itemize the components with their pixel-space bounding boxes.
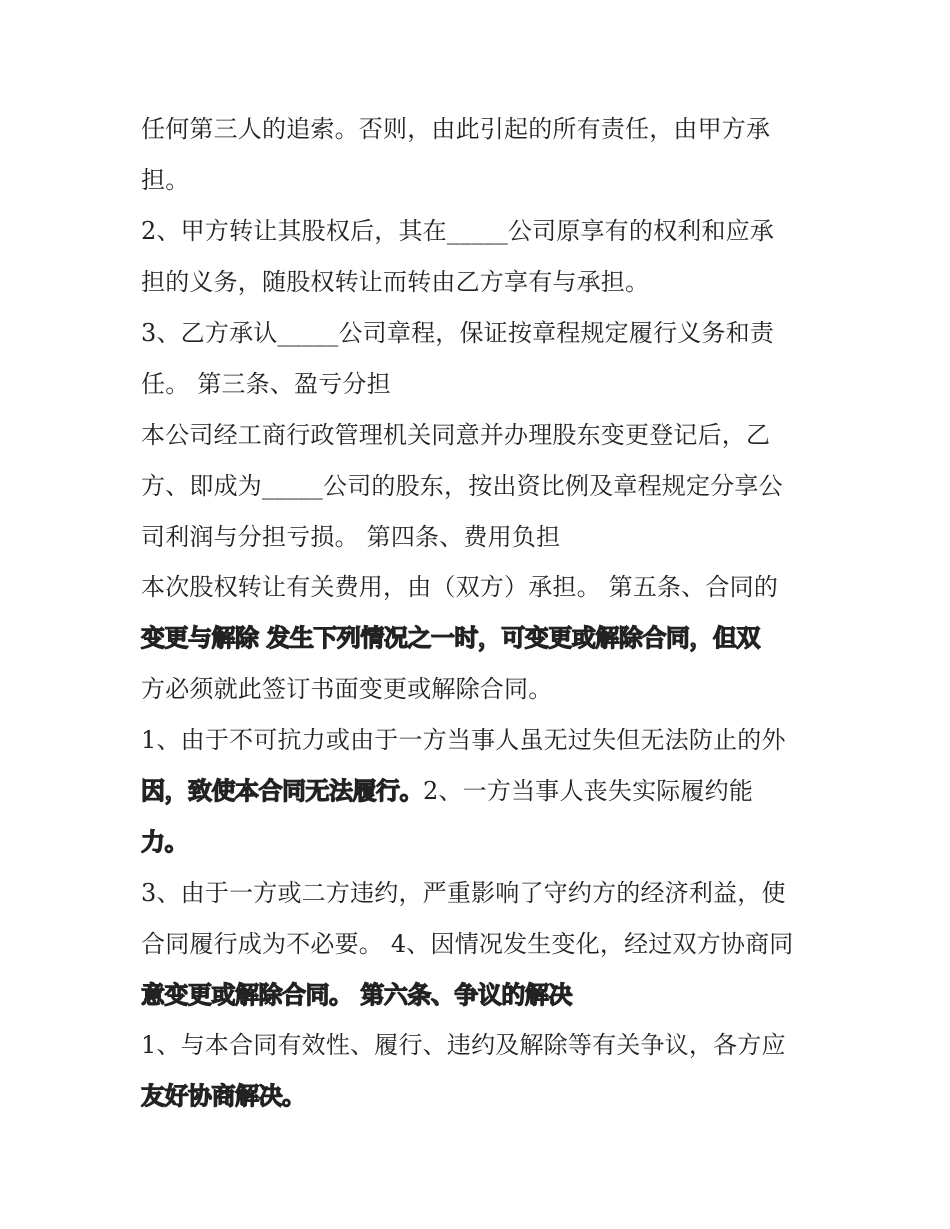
- text-segment: 合同履行成为不必要。 4、因情况发生变化，经过双方协商同: [141, 930, 794, 958]
- text-line-4: [141, 262, 821, 302]
- text-segment: 任。 第三条、盈亏分担: [141, 370, 391, 398]
- outlined-text-segment: 力。: [141, 828, 188, 856]
- outlined-text-segment: 友好协商解决。: [141, 1082, 306, 1110]
- text-line-18: [141, 975, 821, 1015]
- text-line-20: [141, 1076, 821, 1116]
- outlined-text-segment: 因，致使本合同无法履行。: [141, 777, 423, 805]
- text-segment: 2、一方当事人丧失实际履约能: [423, 777, 754, 805]
- blank-field: _____: [277, 319, 339, 347]
- outlined-text-segment: 意变更或解除合同。 第六条、争议的解决: [141, 981, 572, 1009]
- text-segment: 1、与本合同有效性、履行、违约及解除等有关争议，各方应: [141, 1031, 786, 1059]
- text-line-9: [141, 517, 821, 557]
- text-line-11: [141, 618, 821, 658]
- text-segment: 本公司经工商行政管理机关同意并办理股东变更登记后，乙: [141, 421, 771, 449]
- text-segment: 3、由于一方或二方违约，严重影响了守约方的经济利益，使: [141, 879, 786, 907]
- text-segment: 方必须就此签订书面变更或解除合同。: [141, 675, 553, 703]
- text-segment: 担的义务，随股权转让而转由乙方享有与承担。: [141, 268, 650, 296]
- outlined-text-segment: 变更与解除 发生下列情况之一时，可变更或解除合同，但双: [141, 624, 760, 652]
- text-line-6: [141, 364, 821, 404]
- text-line-12: [141, 669, 821, 709]
- text-line-2: [141, 160, 821, 200]
- text-line-15: [141, 822, 821, 862]
- text-line-14: [141, 771, 821, 811]
- text-line-10: [141, 567, 821, 607]
- text-segment: 2、甲方转让其股权后，其在: [141, 217, 447, 245]
- text-segment: 3、乙方承认: [141, 319, 278, 347]
- text-segment: 1、由于不可抗力或由于一方当事人虽无过失但无法防止的外: [141, 726, 786, 754]
- text-segment: 方、即成为: [141, 472, 262, 500]
- text-segment: 本次股权转让有关费用，由（双方）承担。 第五条、合同的: [141, 573, 779, 601]
- text-line-3: [141, 211, 821, 251]
- text-line-1: [141, 109, 821, 149]
- text-segment: 担。: [141, 166, 190, 194]
- text-line-16: [141, 873, 821, 913]
- text-segment: 公司原享有的权利和应承: [507, 217, 775, 245]
- blank-field: _____: [446, 217, 508, 245]
- text-line-7: [141, 415, 821, 455]
- blank-field: _____: [262, 472, 323, 500]
- text-line-13: [141, 720, 821, 760]
- text-segment: 公司的股东，按出资比例及章程规定分享公: [323, 472, 783, 500]
- text-line-19: [141, 1025, 821, 1065]
- text-segment: 任何第三人的追索。否则，由此引起的所有责任，由甲方承: [141, 115, 771, 143]
- text-segment: 司利润与分担亏损。 第四条、费用负担: [141, 523, 561, 551]
- text-line-17: [141, 924, 821, 964]
- text-line-8: [141, 466, 821, 506]
- text-line-5: [141, 313, 821, 353]
- text-segment: 公司章程，保证按章程规定履行义务和责: [338, 319, 775, 347]
